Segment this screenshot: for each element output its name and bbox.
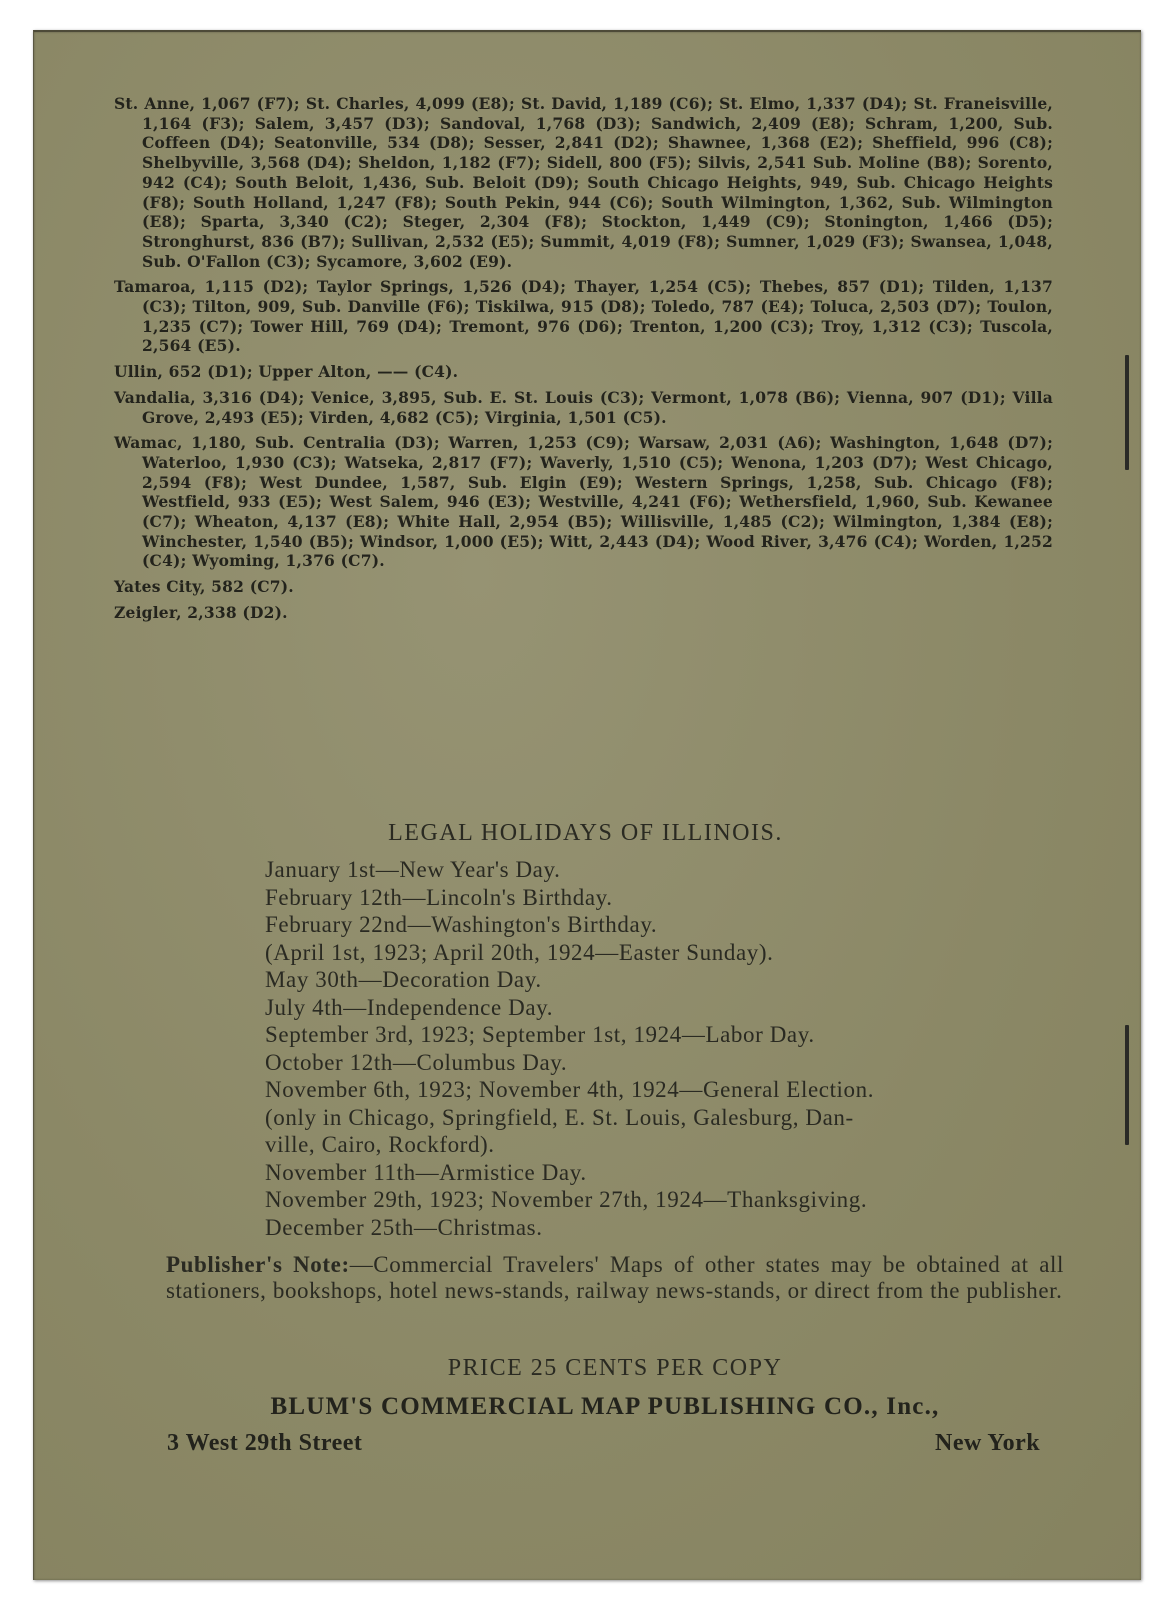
holiday-line: (April 1st, 1923; April 20th, 1924—Easter Sunday). bbox=[265, 939, 774, 965]
staple-bottom bbox=[1125, 1025, 1129, 1145]
holiday-line: May 30th—Decoration Day. bbox=[265, 967, 542, 992]
holiday-line: November 11th—Armistice Day. bbox=[265, 1159, 587, 1185]
publisher-city: New York bbox=[935, 1430, 1041, 1456]
publishers-note bbox=[166, 1252, 1064, 1304]
index-entry-z: Zeigler, 2,338 (D2). bbox=[114, 602, 288, 622]
index-entry-v: Vandalia, 3,316 (D4); Venice, 3,895, Sub. E. St. Louis (C3); Vermont, 1,078 (B6); Vienna, 907 (D1); Villa Grove, 2,493 (E5); Virden, 4,682 (C5); Virginia, 1,501 (C5). bbox=[114, 387, 1053, 427]
holiday-line: February 12th—Lincoln's Birthday. bbox=[265, 884, 613, 910]
index-entry-u: Ullin, 652 (D1); Upper Alton, —— (C4). bbox=[114, 362, 459, 382]
holidays-list bbox=[265, 856, 1065, 1241]
holiday-line: October 12th—Columbus Day. bbox=[265, 1049, 568, 1075]
price-line: PRICE 25 CENTS PER COPY bbox=[447, 1355, 783, 1381]
holiday-line: ville, Cairo, Rockford). bbox=[265, 1132, 495, 1157]
holiday-line: July 4th—Independence Day. bbox=[265, 994, 554, 1020]
index-entry-t: Tamaroa, 1,115 (D2); Taylor Springs, 1,526 (D4); Thayer, 1,254 (C5); Thebes, 857 (D1); Tilden, 1,137 (C3); Tilton, 909, Sub. Danville (F6); Tiskilwa, 915 (D8); Toledo, 787 (E4); Toluca, 2,503 (D7); Toulon, 1,235 (C7); Tower Hill, 769 (D4); Tremont, 976 (D6); Trenton, 1,200 (C3); Troy, 1,312 (C3); Tuscola, 2,564 (E5). bbox=[114, 277, 1053, 356]
holiday-line: (only in Chicago, Springfield, E. St. Louis, Galesburg, Dan- bbox=[265, 1104, 854, 1130]
holiday-line: November 6th, 1923; November 4th, 1924—General Election. bbox=[265, 1077, 875, 1102]
index-entry-s: St. Anne, 1,067 (F7); St. Charles, 4,099 (E8); St. David, 1,189 (C6); St. Elmo, 1,337 (D4); St. Franeisville, 1,164 (F3); Salem, 3,457 (D3); Sandoval, 1,768 (D3); Sandwich, 2,409 (E8); Schram, 1,200, Sub. Coffeen (D4); Seatonville, 534 (D8); Sesser, 2,841 (D2); Shawnee, 1,368 (E2); Sheffield, 996 (C8); Shelbyville, 3,568 (D4); Sheldon, 1,182 (F7); Sidell, 800 (F5); Silvis, 2,541 Sub. Moline (B8); Sorento, 942 (C4); South Beloit, 1,436, Sub. Beloit (D9); South Chicago Heights, 949, Sub. Chicago Heights (F8); South Holland, 1,247 (F8); South Pekin, 944 (C6); South Wilmington, 1,362, Sub. Wilmington (E8); Sparta, 3,340 (C2); Steger, 2,304 (F8); Stockton, 1,449 (C9); Stonington, 1,466 (D5); Stronghurst, 836 (B7); Sullivan, 2,532 (E5); Summit, 4,019 (F8); Sumner, 1,029 (F3); Swansea, 1,048, Sub. O'Fallon (C3); Sycamore, 3,602 (E9). bbox=[114, 94, 1053, 271]
index-entry-y: Yates City, 582 (C7). bbox=[114, 577, 294, 597]
holiday-line: September 3rd, 1923; September 1st, 1924—Labor Day. bbox=[265, 1022, 815, 1047]
staple-top bbox=[1125, 355, 1129, 470]
publishers-note-text: —Commercial Travelers' Maps of other states may be obtained at all stationers, bookshops, hotel news-stands, railway news-stands, or direct from the publisher. bbox=[166, 1252, 1064, 1303]
holiday-line: January 1st—New Year's Day. bbox=[265, 857, 561, 882]
index-entry-w: Wamac, 1,180, Sub. Centralia (D3); Warren, 1,253 (C9); Warsaw, 2,031 (A6); Washington, 1,648 (D7); Waterloo, 1,930 (C3); Watseka, 2,817 (F7); Waverly, 1,510 (C5); Wenona, 1,203 (D7); West Chicago, 2,594 (F8); West Dundee, 1,587, Sub. Elgin (E9); Western Springs, 1,258, Sub. Chicago (F8); Westfield, 933 (E5); West Salem, 946 (E3); Westville, 4,241 (F6); Wethersfield, 1,960, Sub. Kewanee (C7); Wheaton, 4,137 (E8); White Hall, 2,954 (B5); Willisville, 1,485 (C2); Wilmington, 1,384 (E8); Winchester, 1,540 (B5); Windsor, 1,000 (E5); Witt, 2,443 (D4); Wood River, 3,476 (C4); Worden, 1,252 (C4); Wyoming, 1,376 (C7). bbox=[114, 433, 1053, 571]
publishers-note-label: Publisher's Note: bbox=[166, 1252, 350, 1277]
town-index bbox=[114, 94, 1053, 629]
holidays-heading: LEGAL HOLIDAYS OF ILLINOIS. bbox=[388, 820, 783, 846]
publisher-name: BLUM'S COMMERCIAL MAP PUBLISHING CO., Inc., bbox=[270, 1393, 940, 1420]
holiday-line: December 25th—Christmas. bbox=[265, 1214, 543, 1240]
publisher-street: 3 West 29th Street bbox=[167, 1430, 363, 1456]
holiday-line: November 29th, 1923; November 27th, 1924—Thanksgiving. bbox=[265, 1187, 868, 1212]
holiday-line: February 22nd—Washington's Birthday. bbox=[265, 912, 658, 937]
